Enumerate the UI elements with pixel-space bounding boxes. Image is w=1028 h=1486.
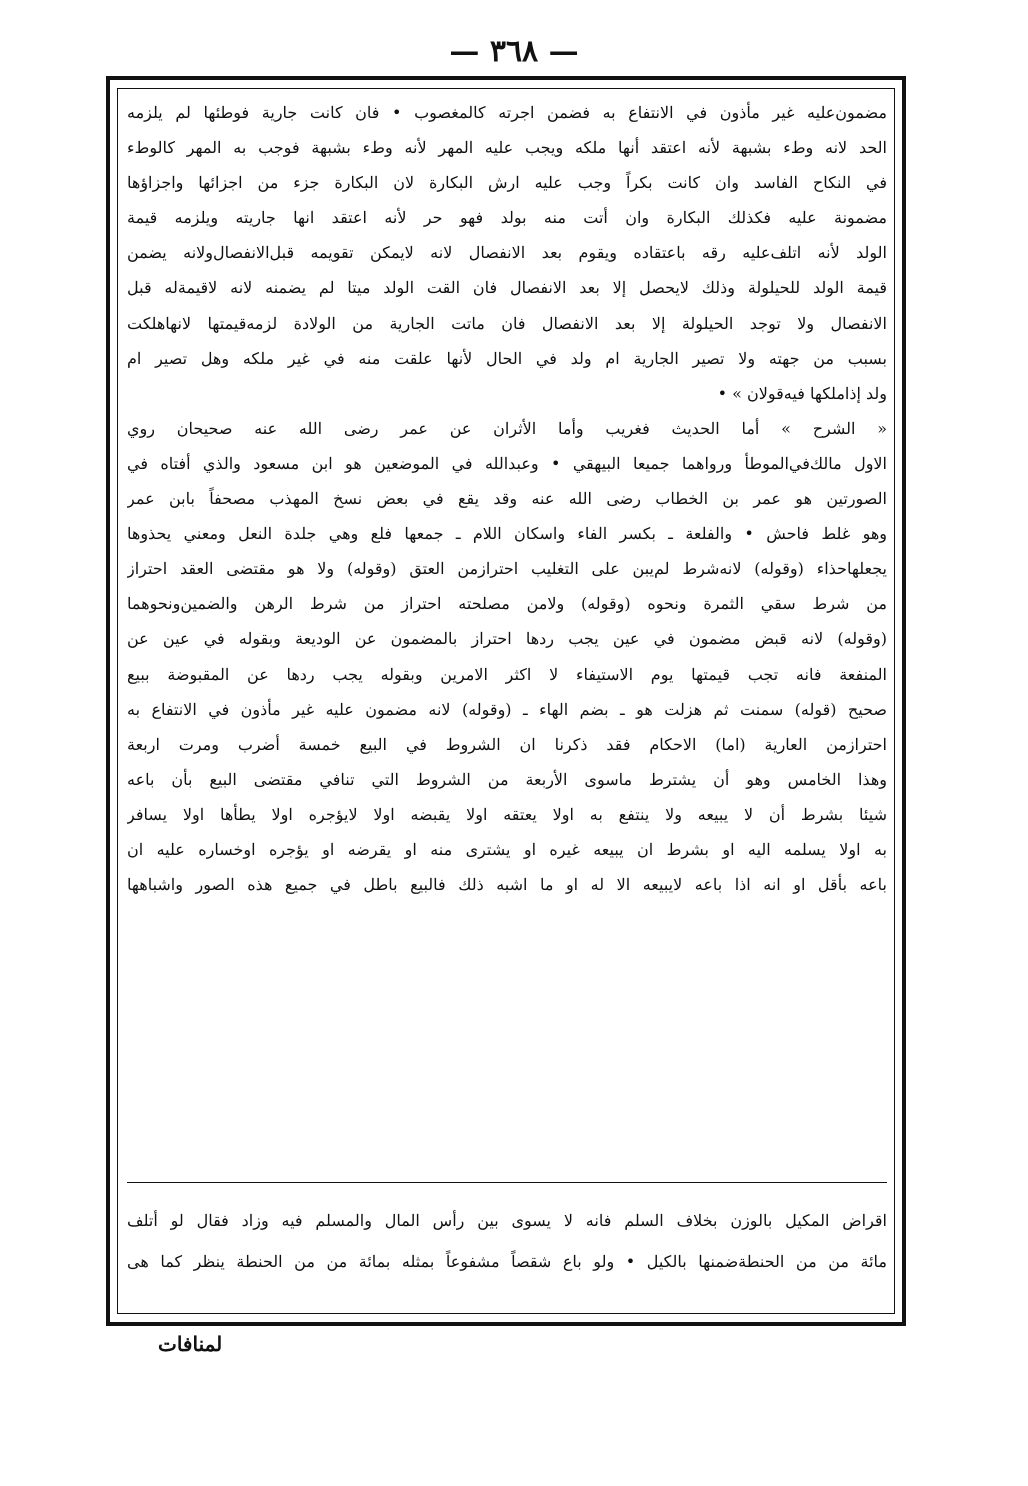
text-line: به اولا يسلمه اليه او بشرط ان يبيعه غيره او يشترى منه او يقرضه او يؤجره اوخساره عليه ان xyxy=(127,839,887,859)
text-line: مضمون‌عليه غير مأذون في الانتفاع به فضمن اجرته كالمغصوب • فان كانت جارية فوطئها لم يلزمه xyxy=(127,103,887,122)
text-line: احترازمن العارية (اما) الاحكام فقد ذكرنا ان الشروط في البيع خمسة أضرب ومرت اربعة xyxy=(127,734,887,754)
text-line: يجعلها‌حذاء (وقوله) لانه‌شرط لم‌يبن على التغليب احترازمن العتق (وقوله) ولا هو مقتضى العقد احتراز xyxy=(127,559,887,579)
text-line: قيمة الولد للحيلولة وذلك لايحصل إلا بعد الانفصال فان القت الولد ميتا لم يضمنه لانه لاقيمة‌له قبل xyxy=(127,278,887,298)
text-line: مضمونة عليه فكذلك البكارة وان أتت منه بولد فهو حر لأنه اعتقد انها جاريته ويلزمه قيمة xyxy=(127,208,887,228)
text-line: الولد لأنه اتلف‌عليه رقه باعتقاده ويقوم بعد الانفصال لانه لايمكن تقويمه قبل‌الانفصال‌ولانه يضمن xyxy=(127,243,887,263)
text-line: الصورتين هو عمر بن الخطاب رضى الله عنه وقد يقع في بعض نسخ المهذب مصحفاً بابن عمر xyxy=(127,489,887,509)
text-line: الانفصال ولا توجد الحيلولة إلا بعد الانفصال فان ماتت الجارية من الولادة لزمه‌قيمتها لانها‌هلكت xyxy=(127,313,887,333)
text-line: المنفعة فانه تجب قيمتها يوم الاستيفاء لا اكثر الامرين وبقوله يجب ردها عن المقبوضة ببيع xyxy=(127,664,887,684)
footnote-line: اقراض المكيل بالوزن بخلاف السلم فانه لا يسوى بين رأس المال والمسلم فيه وزاد فقال لو أتلف xyxy=(127,1211,887,1230)
footnote-block xyxy=(127,1200,887,1310)
footnote-divider xyxy=(127,1182,887,1183)
page-number: — ٣٦٨ — xyxy=(449,34,579,69)
text-line: شيئا بشرط أن لا يبيعه ولا ينتفع به اولا يعتقه اولا يقبضه اولا لايؤجره اولا يطأها اولا يسافر xyxy=(127,804,887,824)
text-line: وهذا الخامس وهو أن يشترط ماسوى الأربعة من الشروط التي تنافي مقتضى البيع بأن باعه xyxy=(127,769,887,789)
text-line: باعه بأقل او انه اذا باعه لايبيعه الا له او ما اشبه ذلك فالبيع باطل في جميع هذه الصور واشباهها xyxy=(127,875,887,895)
main-text-block xyxy=(127,95,887,1177)
text-line: في النكاح الفاسد وان كانت بكراً وجب عليه ارش البكارة لان البكارة جزء من اجزائها واجزاؤها xyxy=(127,173,887,193)
text-line: بسبب من جهته ولا تصير الجارية ام ولد في الحال لأنها علقت منه في غير ملكه وهل تصير ام xyxy=(127,348,887,368)
text-line: ولد إذاملكها فيه‌قولان » • xyxy=(717,383,887,403)
text-line: الاول مالك‌في‌الموطأ ورواهما جميعا البيهقي • وعبدالله في الموضعين هو ابن مسعود والذي أفتاه في xyxy=(127,453,887,473)
text-line: من شرط سقي الثمرة ونحوه (وقوله) ولامن مصلحته احتراز من شرط الرهن والضمين‌ونحوهما xyxy=(127,594,887,614)
text-line: « الشرح » أما الحديث فغريب وأما الأثران عن عمر رضى الله عنه صحيحان روي xyxy=(127,418,887,438)
text-line: صحيح (قوله) سمنت ثم هزلت هو ـ بضم الهاء ـ (وقوله) لانه مضمون عليه غير مأذون في الانتفاع به xyxy=(127,699,887,719)
text-line: (وقوله) لانه قبض مضمون في عين يجب ردها احتراز بالمضمون عن الوديعة وبقوله في عين عن xyxy=(127,629,887,649)
catchword: لمنافات xyxy=(158,1332,223,1356)
text-line: الحد لانه وطء بشبهة لأنه اعتقد أنها ملكه ويجب عليه المهر لأنه وطء بشبهة فوجب به المهر كالوطء xyxy=(127,138,887,158)
text-line: وهو غلط فاحش • والفلعة ـ بكسر الفاء واسكان اللام ـ جمعها فلع وهي جلدة النعل ومعني يحذوها xyxy=(127,524,887,544)
footnote-line: مائة من من الحنطة‌ضمنها بالكيل • ولو باع شقصاً مشفوعاً بمثله بمائة من من الحنطة ينظر كما هى xyxy=(127,1252,887,1271)
